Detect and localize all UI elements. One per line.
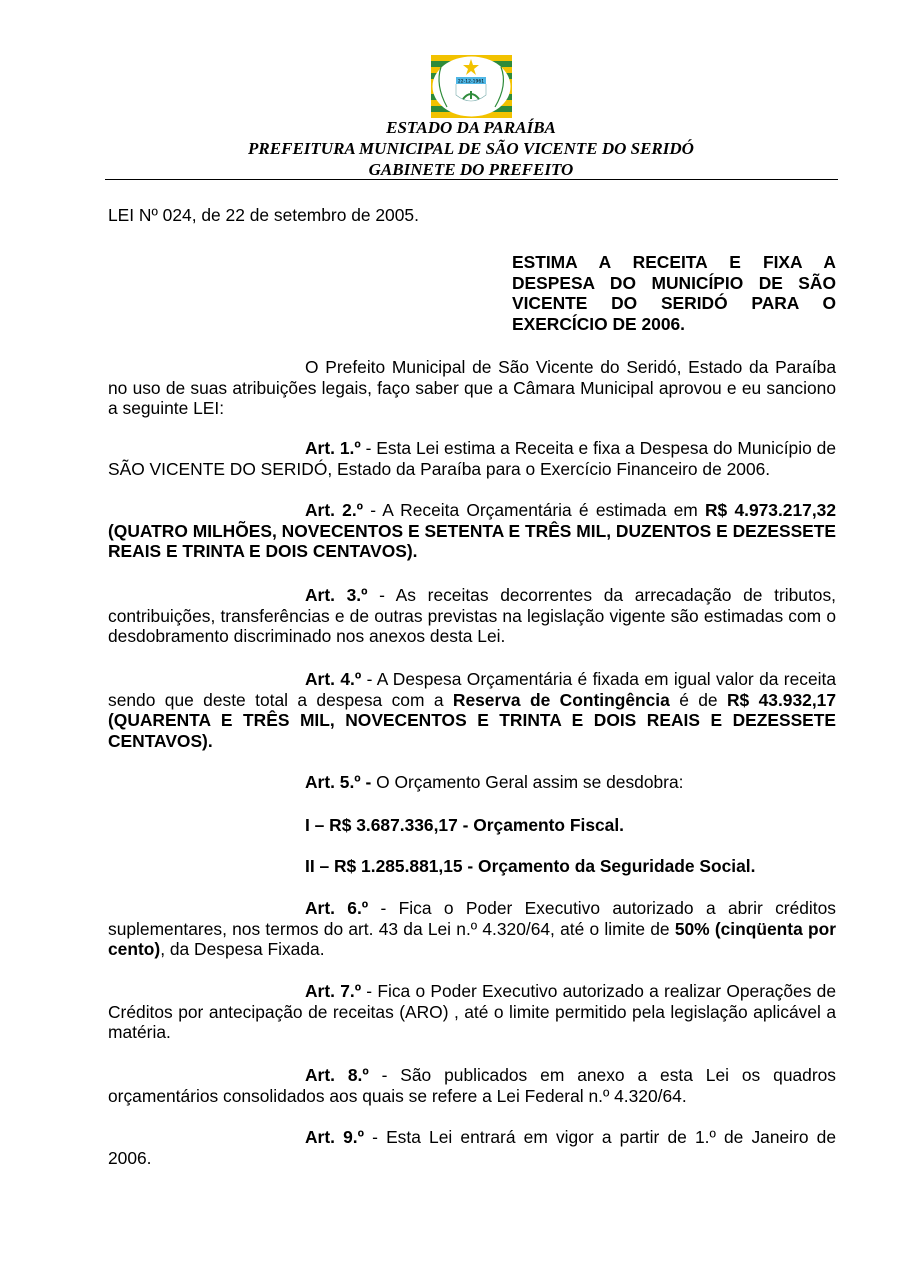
article-7 [108,981,836,1043]
article-label: Art. 8.º [305,1065,369,1085]
article-bold: Reserva de Contingência [452,689,670,710]
article-2 [108,500,836,562]
article-text: - Esta Lei estima a Receita e fixa a Despesa do Município de SÃO VICENTE DO SERIDÓ, Estado da Paraíba para o Exercício Financeiro de 2006. [108,438,836,479]
article-text: - Fica o Poder Executivo autorizado a abrir créditos suplementares, nos termos do art. 43 da Lei n.º 4.320/64, até o limite de [108,898,836,939]
article-8 [108,1065,836,1106]
article-4 [108,669,836,751]
article-9 [108,1127,836,1168]
article-label: Art. 4.º [305,669,362,689]
article-label: Art. 1.º [305,438,361,458]
article-text: - Fica o Poder Executivo autorizado a realizar Operações de Créditos por antecipação de receitas (ARO) , até o limite permitido pela legislação aplicável a matéria. [108,981,836,1043]
header-divider [105,179,838,180]
article-6 [108,898,836,960]
article-label: Art. 7.º [305,981,362,1001]
article-bold: R$ 4.973.217,32 (QUATRO MILHÕES, NOVECENTOS E SETENTA E TRÊS MIL, DUZENTOS E DEZESSETE REAIS E TRINTA E DOIS CENTAVOS). [108,500,836,562]
article-label: Art. 9.º [305,1127,364,1147]
article-label: Art. 5.º - [305,772,372,792]
article-text: é de [669,689,727,710]
article-bold: R$ 43.932,17 (QUARENTA E TRÊS MIL, NOVECENTOS E TRINTA E DOIS REAIS E DEZESSETE CENTAVOS). [108,689,836,751]
article-label: Art. 2.º [305,500,364,520]
header-office: GABINETE DO PREFEITO [368,160,574,179]
article-text: - As receitas decorrentes da arrecadação de tributos, contribuições, transferências e de outras previstas na legislação vigente são estimadas com o desdobramento discriminado nos anexos desta Lei. [108,585,836,647]
article-label: Art. 6.º [305,898,369,918]
law-summary: ESTIMA A RECEITA E FIXA A DESPESA DO MUNICÍPIO DE SÃO VICENTE DO SERIDÓ PARA O EXERCÍCIO DE 2006. [512,252,836,334]
budget-item-social-security: II – R$ 1.285.881,15 - Orçamento da Seguridade Social. [305,856,756,876]
article-3 [108,585,836,647]
article-1 [108,438,836,479]
header-prefecture: PREFEITURA MUNICIPAL DE SÃO VICENTE DO SERIDÓ [248,139,694,158]
header-state: ESTADO DA PARAÍBA [386,118,556,137]
article-text: O Orçamento Geral assim se desdobra: [371,772,684,792]
article-text: , da Despesa Fixada. [160,939,325,960]
article-text: - São publicados em anexo a esta Lei os quadros orçamentários consolidados aos quais se refere a Lei Federal n.º 4.320/64. [108,1065,836,1106]
article-text: - A Receita Orçamentária é estimada em [363,500,705,520]
preamble: O Prefeito Municipal de São Vicente do Seridó, Estado da Paraíba no uso de suas atribuições legais, faço saber que a Câmara Municipal aprovou e eu sanciono a seguinte LEI: [108,357,836,419]
article-5 [108,772,836,793]
budget-item-fiscal: I – R$ 3.687.336,17 - Orçamento Fiscal. [305,815,625,835]
article-text: - A Despesa Orçamentária é fixada em igual valor da receita sendo que deste total a despesa com a [108,669,836,710]
article-text: - Esta Lei entrará em vigor a partir de 1.º de Janeiro de 2006. [108,1127,836,1168]
article-label: Art. 3.º [305,585,368,605]
municipal-emblem [431,55,512,118]
law-title: LEI Nº 024, de 22 de setembro de 2005. [108,205,419,225]
svg-text:22-12-1961: 22-12-1961 [457,79,485,85]
article-bold: 50% (cinqüenta por cento) [108,918,837,960]
